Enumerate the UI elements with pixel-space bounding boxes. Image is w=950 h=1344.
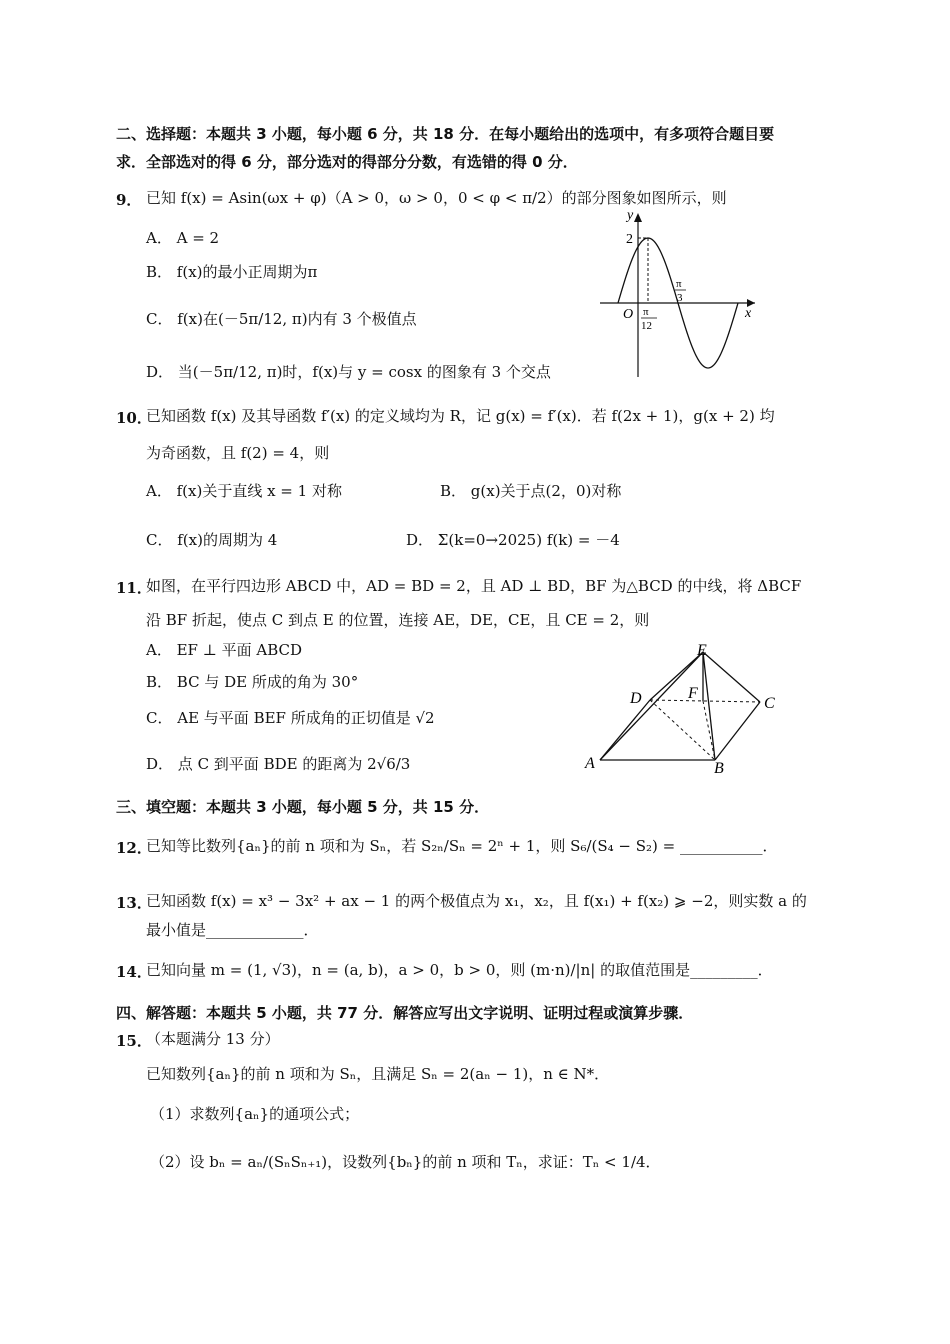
question-number: 11． (116, 579, 152, 597)
question-stem: 已知函数 f(x) = x³ − 3x² + ax − 1 的两个极值点为 x₁，x₂，且 f(x₁) + f(x₂) ⩾ −2，则实数 a 的 (146, 892, 807, 910)
label-f: F (688, 685, 698, 702)
question-number: 15． (116, 1032, 152, 1050)
label-e: E (697, 642, 707, 659)
fold-figure (585, 642, 785, 777)
max-value-label: 2 (626, 232, 633, 247)
section-heading-cont: 求．全部选对的得 6 分，部分选对的得部分分数，有选错的得 0 分． (116, 153, 578, 171)
edge-db (650, 700, 715, 760)
zero-label-denominator: 3 (677, 292, 683, 304)
question-stem: 已知 f(x) = Asin(ωx + φ)（A > 0，ω > 0，0 < φ < π/2）的部分图象如图所示，则 (146, 189, 727, 207)
y-axis-arrow (634, 213, 642, 222)
option-b: B． f(x)的最小正周期为π (146, 263, 318, 281)
zero-label-numerator: π (676, 278, 682, 290)
question-score: （本题满分 13 分） (146, 1030, 280, 1048)
x-axis-label: x (745, 306, 752, 321)
y-axis-label: y (627, 208, 634, 223)
edge-ce (703, 652, 760, 702)
question-number: 12． (116, 839, 152, 857)
label-c: C (764, 695, 775, 712)
option-d: D． 当(－5π/12, π)时，f(x)与 y = cosx 的图象有 3 个交点 (146, 363, 551, 381)
option-a: A． A = 2 (146, 229, 220, 247)
question-stem: 已知函数 f(x) 及其导函数 f′(x) 的定义域均为 R，记 g(x) = f′(x)．若 f(2x + 1)，g(x + 2) 均 (146, 407, 775, 425)
option-a: A． EF ⊥ 平面 ABCD (146, 641, 303, 659)
sub-question-1: （1）求数列{aₙ}的通项公式； (150, 1105, 360, 1123)
question-stem-cont: 沿 BF 折起，使点 C 到点 E 的位置，连接 AE，DE，CE，且 CE = 2，则 (146, 611, 650, 629)
question-stem: 已知等比数列{aₙ}的前 n 项和为 Sₙ，若 S₂ₙ/Sₙ = 2ⁿ + 1，则 S₆/(S₄ − S₂) = ___________． (146, 837, 778, 855)
question-stem: 如图，在平行四边形 ABCD 中，AD = BD = 2，且 AD ⊥ BD，BF 为△BCD 的中线，将 ΔBCF (146, 577, 802, 595)
option-c: C． f(x)的周期为 4 (146, 531, 278, 549)
label-a: A (585, 755, 595, 772)
question-stem-cont: 最小值是_____________． (146, 921, 319, 939)
question-number: 13． (116, 894, 152, 912)
sub-question-2: （2）设 bₙ = aₙ/(SₙSₙ₊₁)，设数列{bₙ}的前 n 项和 Tₙ，求证：Tₙ < 1/4． (150, 1153, 661, 1171)
question-number: 10． (116, 409, 152, 427)
sine-graph (595, 205, 765, 380)
edge-ad (600, 700, 650, 760)
question-stem: 已知向量 m = (1, √3)，n = (a, b)，a > 0，b > 0，则 (m·n)/|n| 的取值范围是_________． (146, 961, 773, 979)
option-d: D． Σ(k=0→2025) f(k) = －4 (406, 531, 620, 549)
tick-label-numerator: π (643, 306, 649, 318)
option-c: C． f(x)在(－5π/12, π)内有 3 个极值点 (146, 310, 417, 328)
label-d: D (630, 690, 642, 707)
edge-bc (715, 702, 760, 760)
option-c: C． AE 与平面 BEF 所成角的正切值是 √2 (146, 709, 435, 727)
section-heading: 四、解答题：本题共 5 小题，共 77 分．解答应写出文字说明、证明过程或演算步骤． (116, 1004, 694, 1022)
option-d: D． 点 C 到平面 BDE 的距离为 2√6/3 (146, 755, 411, 773)
question-number: 9． (116, 191, 142, 209)
origin-label: O (623, 307, 634, 322)
option-a: A． f(x)关于直线 x = 1 对称 (146, 482, 342, 500)
option-b: B． g(x)关于点(2，0)对称 (440, 482, 622, 500)
edge-be (703, 652, 715, 760)
question-number: 14． (116, 963, 152, 981)
section-heading: 二、选择题：本题共 3 小题，每小题 6 分，共 18 分．在每小题给出的选项中，有多项符合题目要 (116, 125, 775, 143)
question-stem: 已知数列{aₙ}的前 n 项和为 Sₙ，且满足 Sₙ = 2(aₙ − 1)，n ∈ N*． (146, 1065, 610, 1083)
edge-dc (650, 700, 760, 702)
tick-label-denominator: 12 (641, 320, 652, 332)
label-b: B (714, 760, 724, 777)
section-heading: 三、填空题：本题共 3 小题，每小题 5 分，共 15 分． (116, 798, 490, 816)
question-stem-cont: 为奇函数，且 f(2) = 4，则 (146, 444, 330, 462)
option-b: B． BC 与 DE 所成的角为 30° (146, 673, 359, 691)
edge-ae (600, 652, 703, 760)
